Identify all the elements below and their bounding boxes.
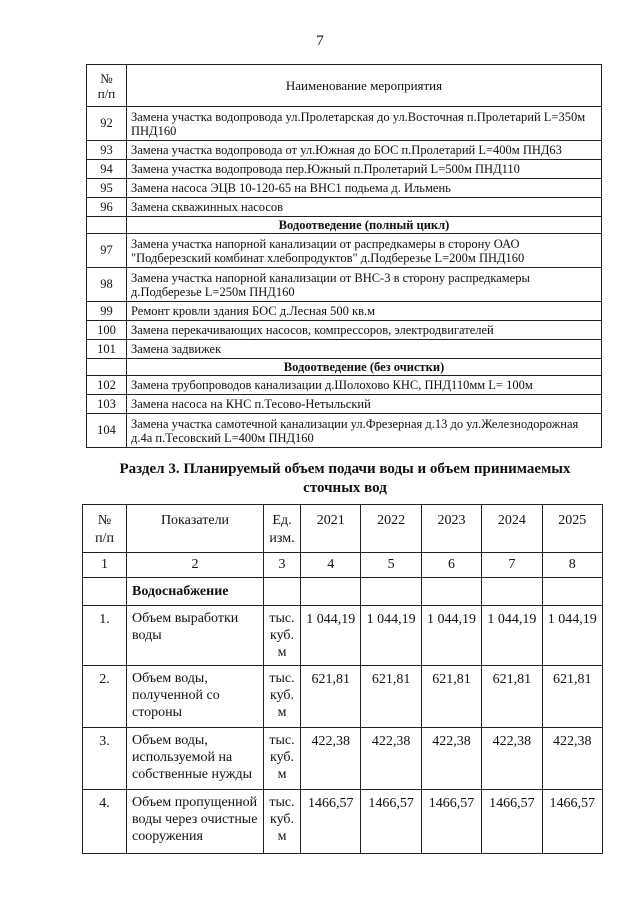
col-year-header: 2024: [482, 505, 542, 553]
row-value: 621,81: [542, 666, 602, 728]
section-title: Раздел 3. Планируемый объем подачи воды и объем принимаемых сточных вод: [119, 461, 571, 496]
row-unit: тыс. куб. м: [264, 790, 301, 854]
row-value: 422,38: [361, 728, 421, 790]
page-number: 7: [316, 33, 324, 49]
table-row: [87, 160, 602, 179]
table-row: [83, 790, 603, 854]
row-value: 1 044,19: [361, 606, 421, 666]
col-year-header: 2023: [421, 505, 481, 553]
row-value: 422,38: [542, 728, 602, 790]
row-number: 104: [87, 414, 127, 448]
table-row: [87, 141, 602, 160]
index-cell: 7: [482, 553, 542, 578]
row-number: 98: [87, 268, 127, 302]
table-row: [87, 414, 602, 448]
row-value: 621,81: [482, 666, 542, 728]
table-row: [87, 234, 602, 268]
table-row: [83, 666, 603, 728]
row-indicator-name: Объем выработки воды: [127, 606, 264, 666]
col-unit-header-text: Ед. изм.: [269, 513, 295, 546]
table-row: [83, 728, 603, 790]
row-indicator-name: Объем пропущенной воды через очистные сооружения: [127, 790, 264, 854]
row-measure-name: Замена трубопроводов канализации д.Шолохово КНС, ПНД110мм L= 100м: [127, 376, 602, 395]
table-row: [87, 376, 602, 395]
col-indicator-header: Показатели: [127, 505, 264, 553]
table-header-row: [83, 505, 603, 553]
index-cell: 5: [361, 553, 421, 578]
section-heading: Водоотведение (без очистки): [127, 359, 602, 376]
row-measure-name: Замена участка водопровода ул.Пролетарская до ул.Восточная п.Пролетарий L=350м ПНД160: [127, 107, 602, 141]
section-row: [87, 217, 602, 234]
row-measure-name: Замена насоса ЭЦВ 10-120-65 на ВНС1 подьема д. Ильмень: [127, 179, 602, 198]
row-value: 1466,57: [482, 790, 542, 854]
row-number: 96: [87, 198, 127, 217]
row-number: 2.: [83, 666, 127, 728]
table-row: [87, 268, 602, 302]
table-row: [87, 302, 602, 321]
col-num-header: [87, 65, 127, 107]
table-header-row: [87, 65, 602, 107]
section-row: [87, 359, 602, 376]
group-row: [83, 578, 603, 606]
row-unit: тыс. куб. м: [264, 606, 301, 666]
row-measure-name: Замена скважинных насосов: [127, 198, 602, 217]
index-cell: 3: [264, 553, 301, 578]
row-number: 94: [87, 160, 127, 179]
row-unit: тыс. куб. м: [264, 728, 301, 790]
row-value: 621,81: [421, 666, 481, 728]
row-measure-name: Замена участка водопровода пер.Южный п.Пролетарий L=500м ПНД110: [127, 160, 602, 179]
table-row: [87, 107, 602, 141]
section-heading: Водоотведение (полный цикл): [127, 217, 602, 234]
row-value: 1466,57: [361, 790, 421, 854]
row-value: 422,38: [301, 728, 361, 790]
row-measure-name: Замена участка напорной канализации от ВНС-3 в сторону распредкамеры д.Подберезье L=250м ПНД160: [127, 268, 602, 302]
row-value: 1466,57: [301, 790, 361, 854]
col-num-header-text: № п/п: [97, 70, 116, 101]
row-value: 621,81: [361, 666, 421, 728]
row-number: 93: [87, 141, 127, 160]
row-number: 100: [87, 321, 127, 340]
row-indicator-name: Объем воды, полученной со стороны: [127, 666, 264, 728]
row-number: 102: [87, 376, 127, 395]
col-year-header: 2025: [542, 505, 602, 553]
table-row: [87, 395, 602, 414]
group-heading: Водоснабжение: [127, 578, 264, 606]
row-value: 1 044,19: [301, 606, 361, 666]
col-unit-header: [264, 505, 301, 553]
row-unit: тыс. куб. м: [264, 666, 301, 728]
index-cell: 6: [421, 553, 481, 578]
col-num-header: [83, 505, 127, 553]
row-value: 422,38: [421, 728, 481, 790]
row-number: 95: [87, 179, 127, 198]
col-year-header: 2021: [301, 505, 361, 553]
row-value: 1 044,19: [482, 606, 542, 666]
index-row: [83, 553, 603, 578]
row-value: 1466,57: [421, 790, 481, 854]
row-measure-name: Замена участка напорной канализации от распредкамеры в сторону ОАО "Подберезский комбинат хлебопродуктов" д.Подберезье L=200м ПНД160: [127, 234, 602, 268]
row-number: 97: [87, 234, 127, 268]
row-number: 99: [87, 302, 127, 321]
col-name-header: Наименование мероприятия: [127, 65, 602, 107]
row-indicator-name: Объем воды, используемой на собственные нужды: [127, 728, 264, 790]
measures-table: [86, 64, 602, 448]
row-measure-name: Замена задвижек: [127, 340, 602, 359]
row-number: 4.: [83, 790, 127, 854]
table-row: [87, 321, 602, 340]
row-value: 621,81: [301, 666, 361, 728]
row-value: 1 044,19: [421, 606, 481, 666]
index-cell: 8: [542, 553, 602, 578]
row-number: 92: [87, 107, 127, 141]
table-row: [87, 179, 602, 198]
row-value: 422,38: [482, 728, 542, 790]
row-measure-name: Ремонт кровли здания БОС д.Лесная 500 кв.м: [127, 302, 602, 321]
row-number: 3.: [83, 728, 127, 790]
table-row: [87, 340, 602, 359]
index-cell: 1: [83, 553, 127, 578]
row-value: 1466,57: [542, 790, 602, 854]
index-cell: 4: [301, 553, 361, 578]
row-measure-name: Замена перекачивающих насосов, компрессоров, электродвигателей: [127, 321, 602, 340]
row-value: 1 044,19: [542, 606, 602, 666]
row-measure-name: Замена участка самотечной канализации ул.Фрезерная д.13 до ул.Железнодорожная д.4а п.Тесовский L=400м ПНД160: [127, 414, 602, 448]
row-measure-name: Замена участка водопровода от ул.Южная до БОС п.Пролетарий L=400м ПНД63: [127, 141, 602, 160]
col-year-header: 2022: [361, 505, 421, 553]
row-number: 103: [87, 395, 127, 414]
index-cell: 2: [127, 553, 264, 578]
row-number: 101: [87, 340, 127, 359]
row-measure-name: Замена насоса на КНС п.Тесово-Нетыльский: [127, 395, 602, 414]
col-num-header-text: № п/п: [95, 513, 114, 546]
table-row: [83, 606, 603, 666]
volume-table: [82, 504, 603, 854]
table-row: [87, 198, 602, 217]
row-number: 1.: [83, 606, 127, 666]
